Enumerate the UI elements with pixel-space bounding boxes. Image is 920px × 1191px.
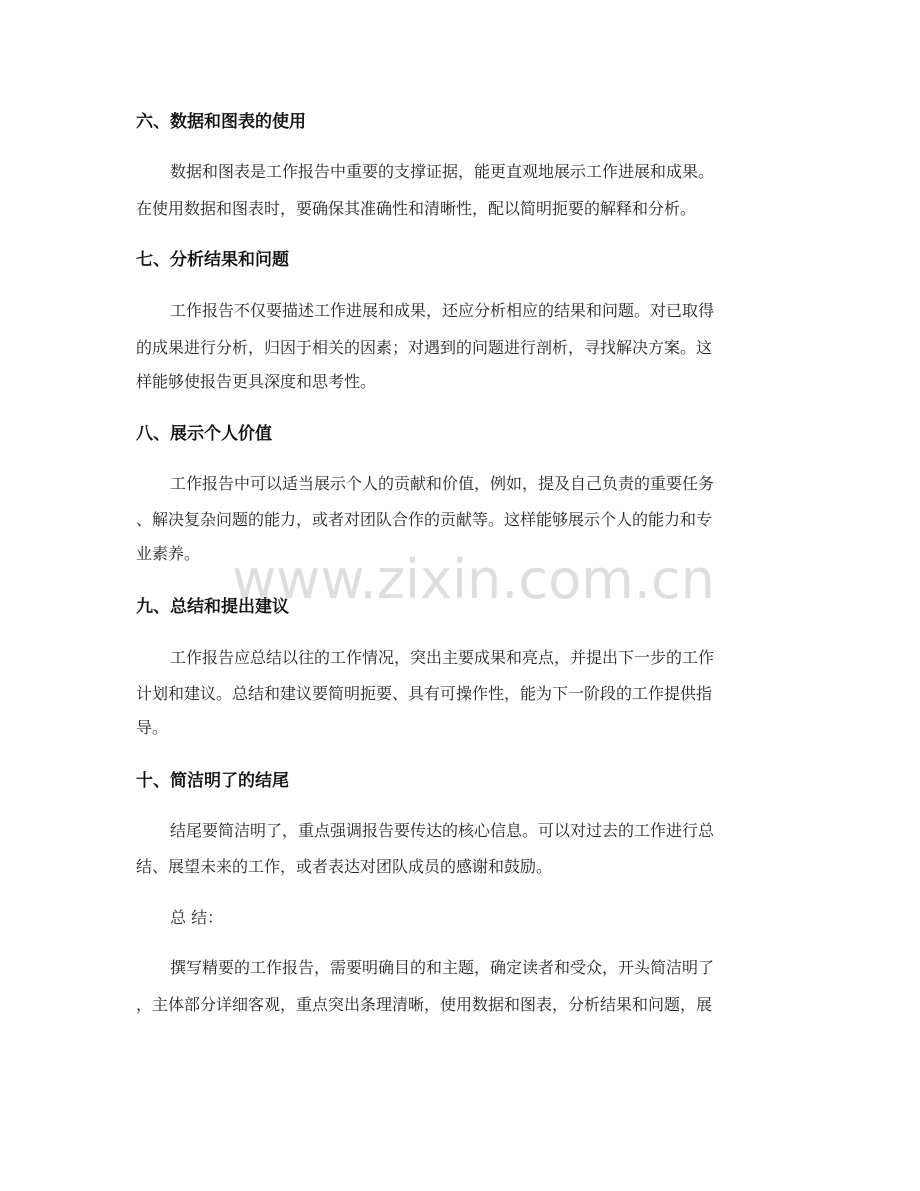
- paragraph-8-line-1: 工作报告中可以适当展示个人的贡献和价值，例如，提及自己负责的重要任务: [170, 474, 715, 493]
- paragraph-9-line-3: 导。: [136, 718, 169, 737]
- summary-line-2: ，主体部分详细客观，重点突出条理清晰，使用数据和图表，分析结果和问题，展: [136, 995, 713, 1014]
- paragraph-8-line-2: 、解决复杂问题的能力，或者对团队合作的贡献等。这样能够展示个人的能力和专: [136, 510, 713, 529]
- paragraph-7-line-1: 工作报告不仅要描述工作进展和成果，还应分析相应的结果和问题。对已取得: [170, 301, 715, 320]
- section-heading-8: 八、展示个人价值: [136, 424, 272, 444]
- paragraph-9-line-2: 计划和建议。总结和建议要简明扼要、具有可操作性，能为下一阶段的工作提供指: [136, 684, 713, 703]
- paragraph-10-line-2: 结、展望未来的工作，或者表达对团队成员的感谢和鼓励。: [136, 857, 553, 876]
- paragraph-7-line-3: 样能够使报告更具深度和思考性。: [136, 372, 377, 391]
- paragraph-8-line-3: 业素养。: [136, 544, 201, 563]
- summary-label: 总 结：: [170, 908, 224, 927]
- section-heading-7: 七、分析结果和问题: [136, 250, 289, 270]
- section-heading-10: 十、简洁明了的结尾: [136, 771, 289, 791]
- paragraph-10-line-1: 结尾要简洁明了，重点强调报告要传达的核心信息。可以对过去的工作进行总: [170, 821, 715, 840]
- section-heading-6: 六、数据和图表的使用: [136, 112, 306, 132]
- section-heading-9: 九、总结和提出建议: [136, 597, 289, 617]
- paragraph-6-line-1: 数据和图表是工作报告中重要的支撑证据，能更直观地展示工作进展和成果。: [170, 162, 715, 181]
- watermark: www.zixin.com.cn: [232, 548, 715, 611]
- paragraph-9-line-1: 工作报告应总结以往的工作情况，突出主要成果和亮点，并提出下一步的工作: [170, 648, 715, 667]
- paragraph-7-line-2: 的成果进行分析，归因于相关的因素；对遇到的问题进行剖析，寻找解决方案。这: [136, 338, 713, 357]
- paragraph-6-line-2: 在使用数据和图表时，要确保其准确性和清晰性，配以简明扼要的解释和分析。: [136, 199, 697, 218]
- summary-line-1: 撰写精要的工作报告，需要明确目的和主题，确定读者和受众，开头简洁明了: [170, 958, 715, 977]
